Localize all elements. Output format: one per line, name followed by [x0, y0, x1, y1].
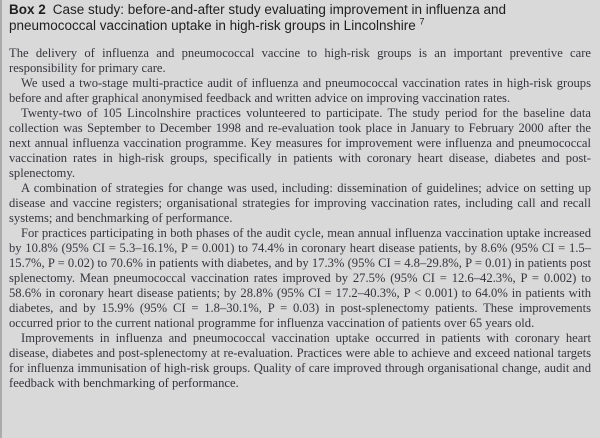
body-paragraph: For practices participating in both phases of the audit cycle, mean annual influenza vaccination uptake increased by 10.8% (95% CI = 5.3–16.1%, P = 0.001) to 74.4% in coronary heart disease patients, by 8.6% (95% CI = 1.5–15.7%, P = 0.02) to 70.6% in patients with diabetes, and by 17.3% (95% CI = 4.8–29.8%, P = 0.01) in patients post splenectomy. Mean pneumococcal vaccination rates improved by 27.5% (95% CI = 12.6–42.3%, P = 0.002) to 58.6% in coronary heart disease patients; by 28.8% (95% CI = 17.2–40.3%, P < 0.001) to 64.0% in patients with diabetes, and by 15.9% (95% CI = 1.8–30.1%, P = 0.03) in post-splenectomy patients. These improvements occurred prior to the current national programme for influenza vaccination of patients over 65 years old.: [9, 226, 591, 330]
body-paragraph: A combination of strategies for change was used, including: dissemination of guidelines; advice on setting up disease and vaccine registers; organisational strategies for improving vaccination rates, including call and recall systems; and benchmarking of performance.: [9, 181, 591, 225]
body-paragraph: Twenty-two of 105 Lincolnshire practices volunteered to participate. The study period for the baseline data collection was September to December 1998 and re-evaluation took place in January to February 2000 after the next annual influenza vaccination programme. Key measures for improvement were influenza and pneumococcal vaccination rates in high-risk groups, specifically in patients with coronary heart disease, diabetes and post-splenectomy.: [9, 106, 591, 180]
box-body: [9, 46, 591, 391]
body-paragraph: Improvements in influenza and pneumococcal vaccination uptake occurred in patients with coronary heart disease, diabetes and post-splenectomy at re-evaluation. Practices were able to achieve and exceed national targets for influenza immunisation of high-risk groups. Quality of care improved through organisational change, audit and feedback with benchmarking of performance.: [9, 331, 591, 390]
reference-superscript: 7: [419, 16, 425, 27]
body-paragraph: We used a two-stage multi-practice audit of influenza and pneumococcal vaccination rates in high-risk groups before and after graphical anonymised feedback and written advice on improving vaccination rates.: [9, 76, 591, 105]
box-heading: [9, 2, 591, 34]
body-paragraph: The delivery of influenza and pneumococcal vaccine to high-risk groups is an important preventive care responsibility for primary care.: [9, 46, 591, 75]
box-title: Case study: before-and-after study evaluating improvement in influenza and pneumococcal vaccination uptake in high-risk groups in Lincolnshire: [9, 2, 507, 33]
box-label: Box 2: [9, 2, 46, 17]
case-study-box: [2, 0, 600, 438]
